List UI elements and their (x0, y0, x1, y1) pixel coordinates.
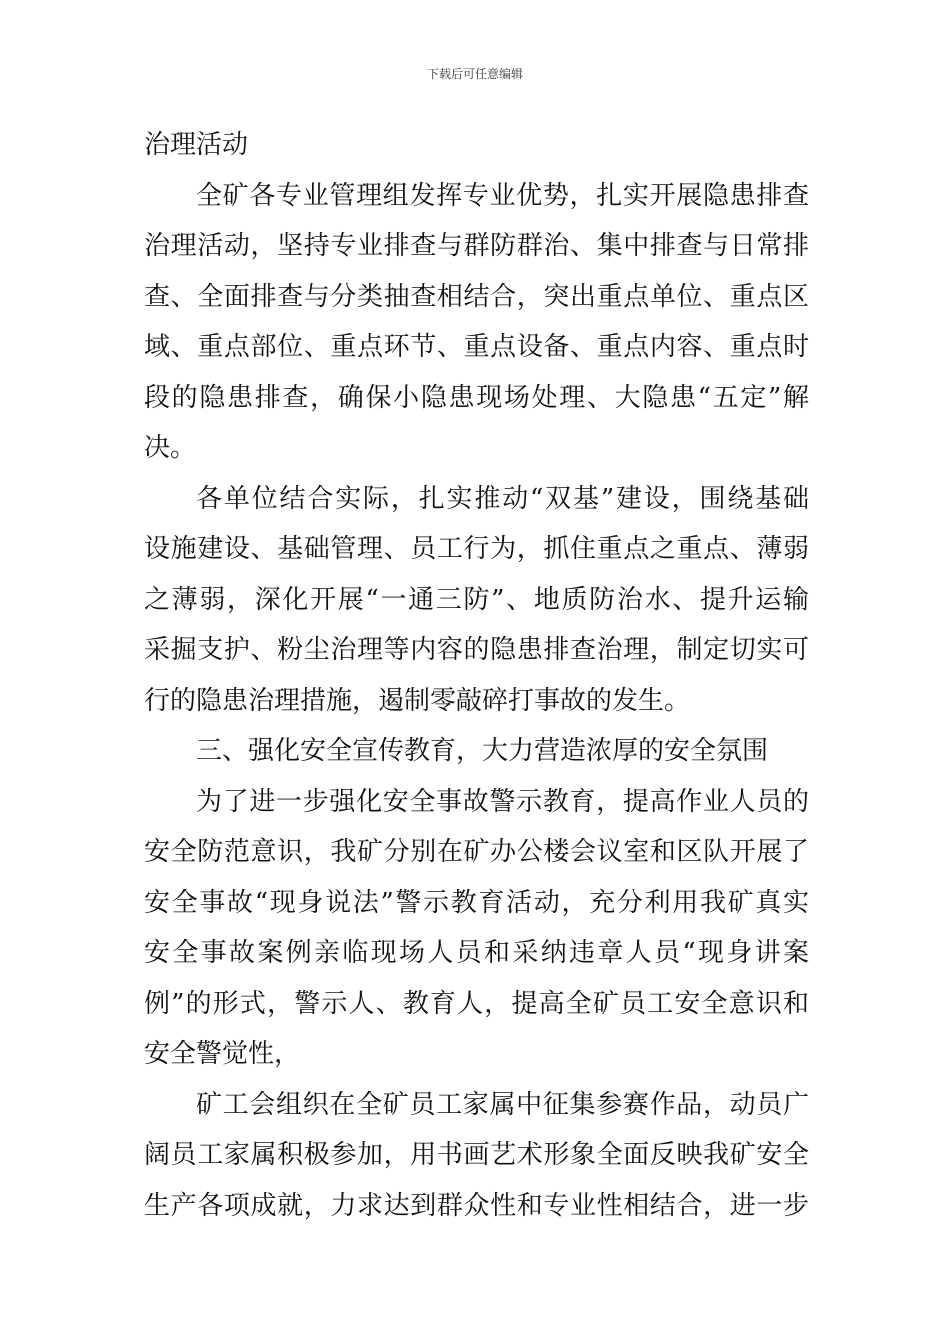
text-line: 生产各项成就，力求达到群众性和专业性相结合，进一步 (144, 1190, 809, 1221)
text-line: 决。 (144, 433, 197, 463)
text-line: 例”的形式，警示人、教育人，提高全矿员工安全意识和 (144, 988, 809, 1019)
text-line: 为了进一步强化安全事故警示教育，提高作业人员的 (196, 786, 809, 817)
text-line: 阔员工家属积极参加，用书画艺术形象全面反映我矿安全 (144, 1140, 809, 1170)
text-line: 全矿各专业管理组发挥专业优势，扎实开展隐患排查 (196, 180, 809, 211)
text-line: 段的隐患排查，确保小隐患现场处理、大隐患“五定”解 (144, 382, 809, 413)
text-line: 行的隐患治理措施，遏制零敲碎打事故的发生。 (144, 685, 691, 716)
text-line: 采掘支护、粉尘治理等内容的隐患排查治理，制定切实可 (144, 635, 809, 665)
text-line: 设施建设、基础管理、员工行为，抓住重点之重点、薄弱 (144, 534, 809, 564)
text-line: 安全警觉性， (144, 1039, 301, 1069)
text-line: 查、全面排查与分类抽查相结合，突出重点单位、重点区 (144, 281, 809, 312)
text-line: 治理活动，坚持专业排查与群防群治、集中排查与日常排 (144, 231, 809, 261)
text-line: 安全事故案例亲临现场人员和采纳违章人员“现身讲案 (144, 938, 809, 968)
text-line: 各单位结合实际，扎实推动“双基”建设，围绕基础 (196, 483, 809, 514)
text-line: 治理活动 (144, 130, 249, 160)
text-line: 安全防范意识，我矿分别在矿办公楼会议室和区队开展了 (144, 837, 809, 867)
page-header-note: 下载后可任意编辑 (426, 67, 523, 81)
text-line: 域、重点部位、重点环节、重点设备、重点内容、重点时 (144, 332, 809, 362)
text-line: 安全事故“现身说法”警示教育活动，充分利用我矿真实 (144, 887, 809, 918)
text-line: 矿工会组织在全矿员工家属中征集参赛作品，动员广 (196, 1089, 809, 1120)
section-heading: 三、强化安全宣传教育，大力营造浓厚的安全氛围 (196, 736, 769, 766)
document-body (144, 120, 809, 1231)
text-line: 之薄弱，深化开展“一通三防”、地质防治水、提升运输 (144, 584, 809, 615)
